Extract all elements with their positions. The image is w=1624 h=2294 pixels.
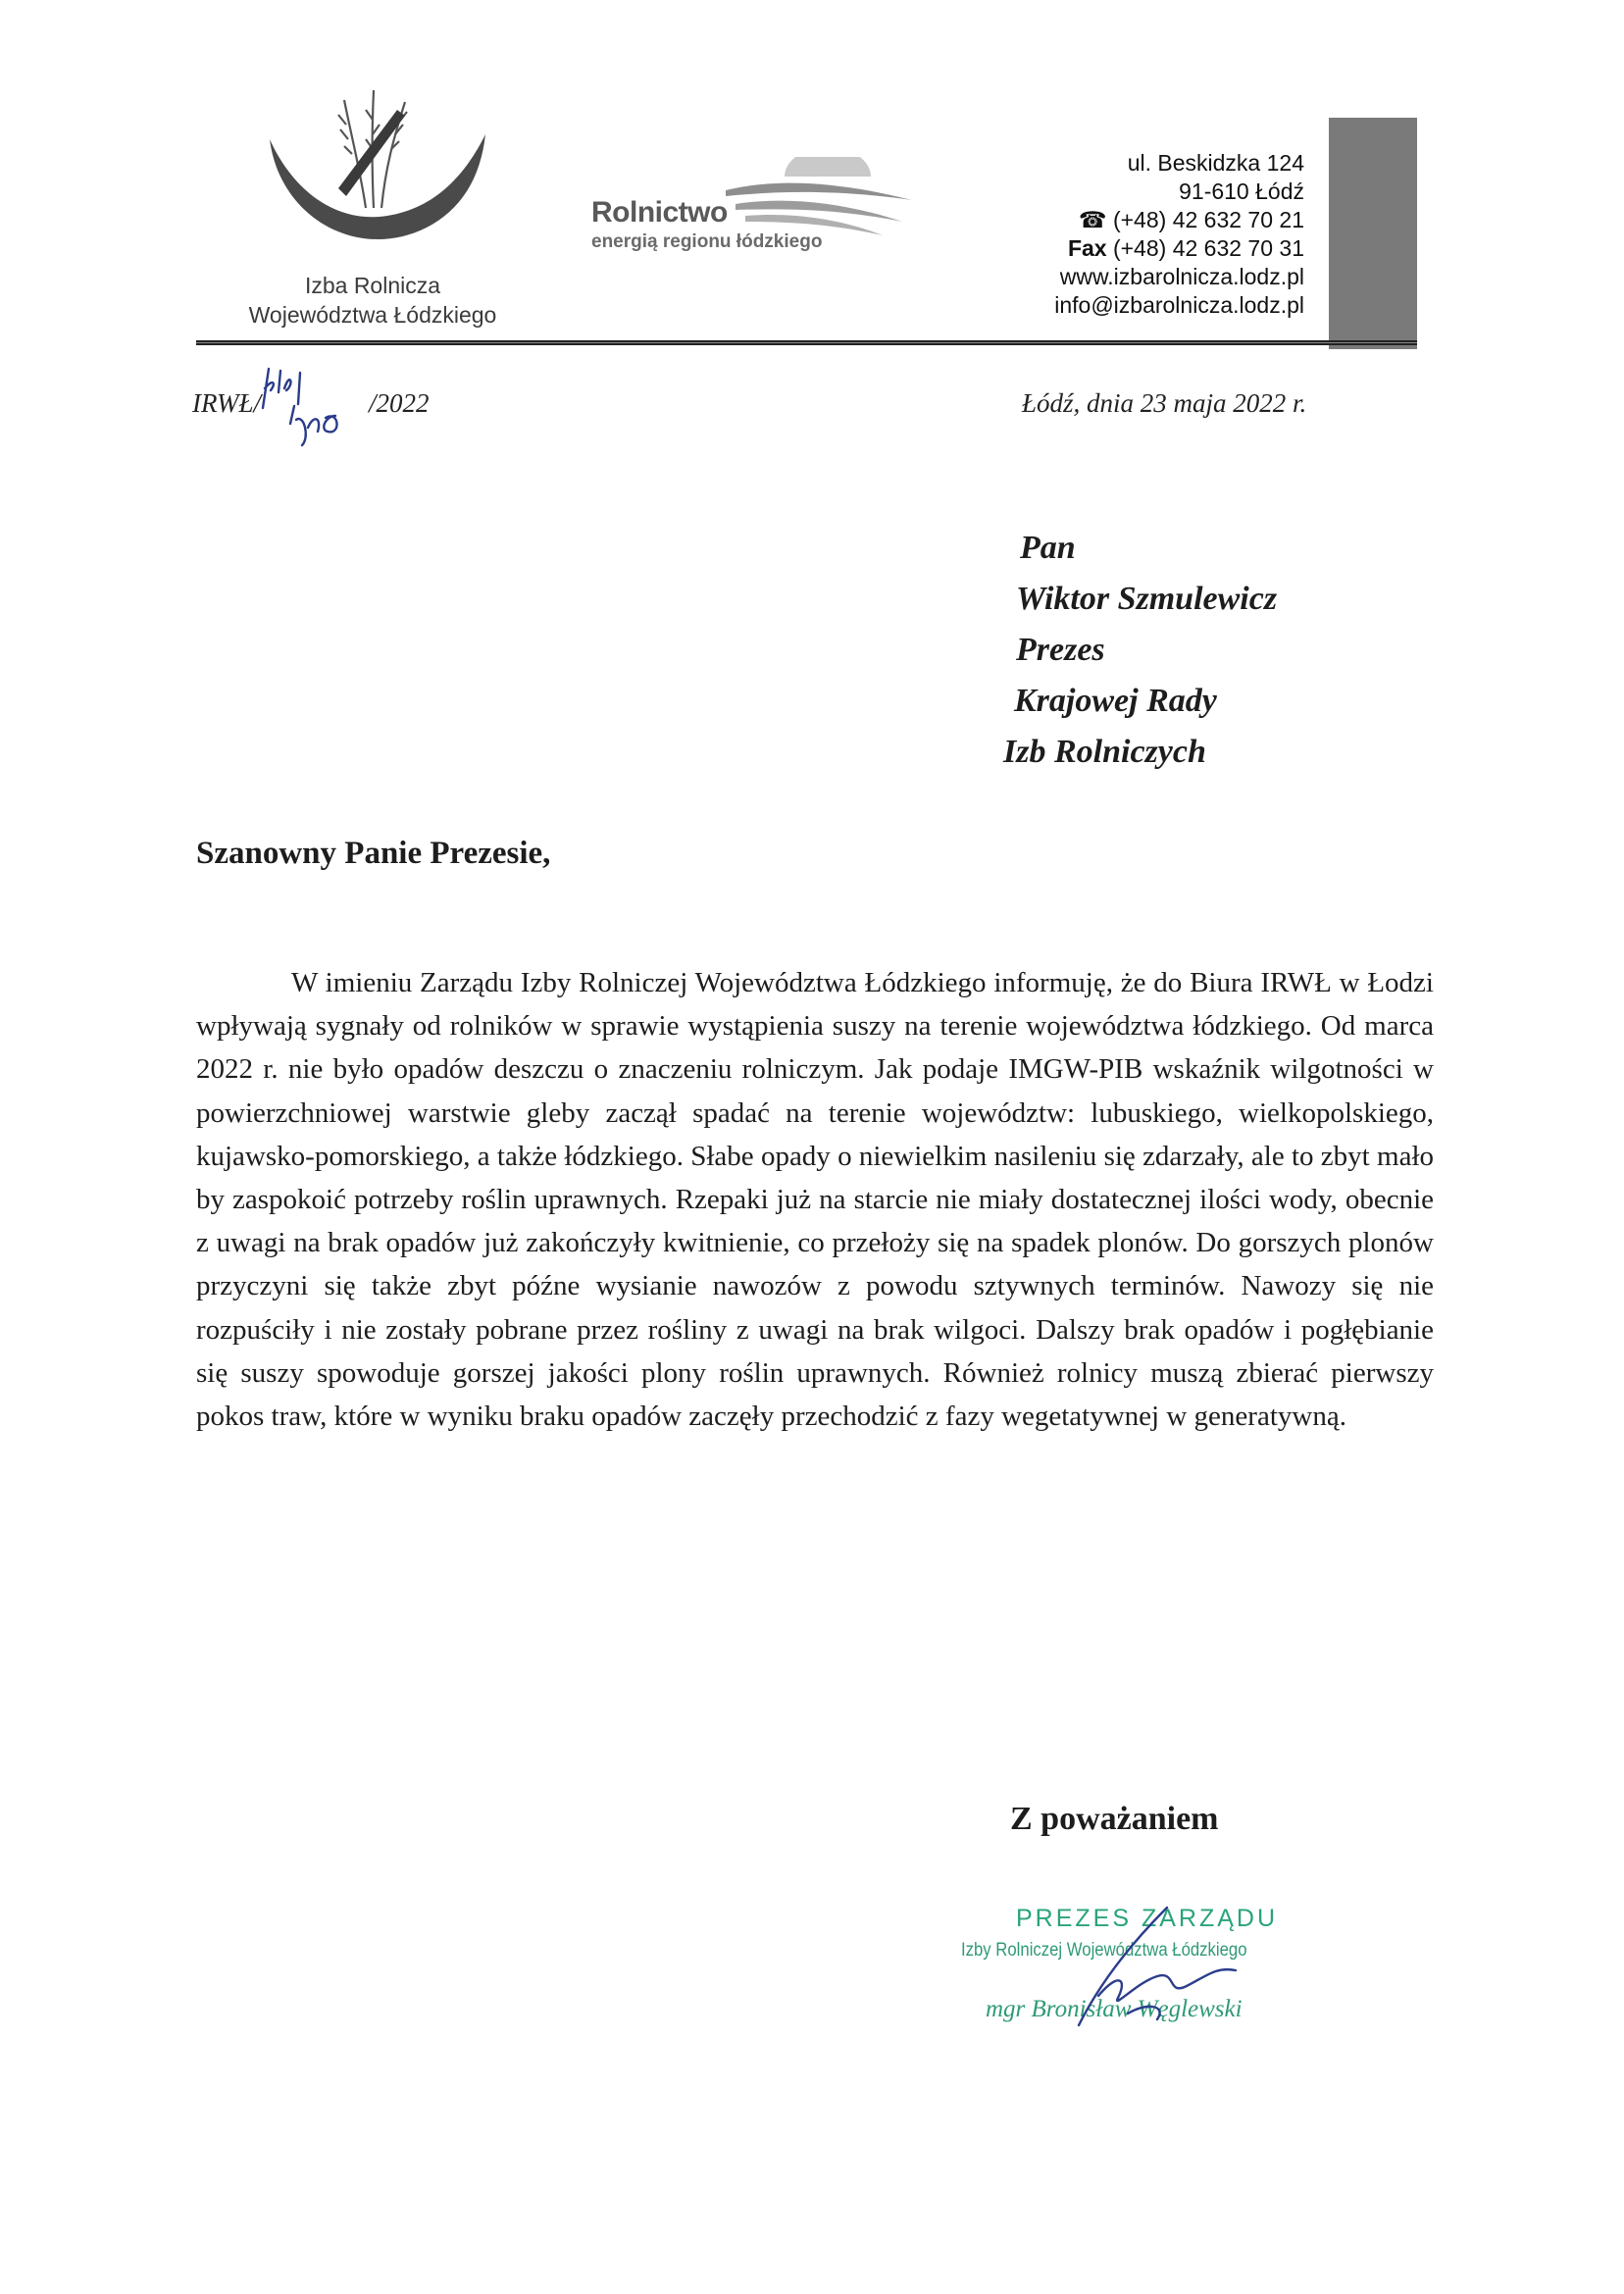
addressee-line: Prezes <box>1016 632 1105 668</box>
organization-name-line1: Izba Rolnicza <box>304 273 441 298</box>
handwritten-reference-mark <box>251 359 369 447</box>
addressee-line: Wiktor Szmulewicz <box>1016 581 1278 617</box>
rolnictwo-subtitle: energią regionu łódzkiego <box>591 231 823 252</box>
fax-number: (+48) 42 632 70 31 <box>1112 235 1304 261</box>
addressee-line: Pan <box>1020 530 1076 566</box>
stamp-title: PREZES ZARZĄDU <box>1016 1905 1279 1932</box>
closing-phrase: Z poważaniem <box>1010 1801 1219 1837</box>
phone-number: (+48) 42 632 70 21 <box>1112 207 1304 232</box>
stamp-organization: Izby Rolniczej Województwa Łódzkiego <box>961 1940 1247 1961</box>
contact-block <box>981 149 1304 320</box>
phone-line <box>981 206 1304 234</box>
fax-label: Fax <box>1067 235 1107 261</box>
addressee-line: Krajowej Rady <box>1014 683 1217 719</box>
address-street: ul. Beskidzka 124 <box>1127 150 1304 176</box>
organization-name <box>196 271 549 330</box>
address-city: 91-610 Łódź <box>1179 178 1304 204</box>
email-link[interactable]: info@izbarolnicza.lodz.pl <box>1054 292 1304 318</box>
letter-date: Łódź, dnia 23 maja 2022 r. <box>1022 388 1307 418</box>
reference-prefix: IRWŁ/ <box>192 388 262 418</box>
reference-suffix: /2022 <box>369 388 430 418</box>
handwritten-signature <box>1059 1888 1255 2045</box>
fax-line <box>981 234 1304 263</box>
organization-name-line2: Województwa Łódzkiego <box>248 302 497 328</box>
rolnictwo-title: Rolnictwo <box>591 196 728 229</box>
website-link[interactable]: www.izbarolnicza.lodz.pl <box>1059 264 1304 289</box>
telephone-icon: ☎ <box>1078 207 1107 232</box>
addressee-line: Izb Rolniczych <box>1003 734 1206 770</box>
letter-body: W imieniu Zarządu Izby Rolniczej Województwa Łódzkiego informuję, że do Biura IRWŁ w Łodzi wpływają sygnały od rolników w sprawie wystąpienia suszy na terenie województwa łódzkiego. Od marca 2022 r. nie było opadów deszczu o znaczeniu rolniczym. Jak podaje IMGW-PIB wskaźnik wilgotności w powierzchniowej warstwie gleby zaczął spadać na terenie województw: lubuskiego, wielkopolskiego, kujawsko-pomorskiego, a także łódzkiego. Słabe opady o niewielkim nasileniu się zdarzały, ale to zbyt mało by zaspokoić potrzeby roślin uprawnych. Rzepaki już na starcie nie miały dostatecznej ilości wody, obecnie z uwagi na brak opadów już zakończyły kwitnienie, co przełoży się na spadek plonów. Do gorszych plonów przyczyni się także zbyt późne wysianie nawozów z powodu sztywnych terminów. Nawozy się nie rozpuściły i nie zostały pobrane przez rośliny z uwagi na brak wilgoci. Dalszy brak opadów i pogłębianie się suszy spowoduje gorszej jakości plony roślin uprawnych. Również rolnicy muszą zbierać pierwszy pokos traw, które w wyniku braku opadów zaczęły przechodzić z fazy wegetatywnej w generatywną. <box>196 967 1434 1433</box>
salutation: Szanowny Panie Prezesie, <box>196 836 551 871</box>
izba-rolnicza-logo <box>250 80 495 277</box>
letterhead-divider <box>196 340 1417 345</box>
stamp-name: mgr Bronisław Węglewski <box>986 1996 1243 2022</box>
letterhead-accent-bar <box>1329 118 1417 349</box>
